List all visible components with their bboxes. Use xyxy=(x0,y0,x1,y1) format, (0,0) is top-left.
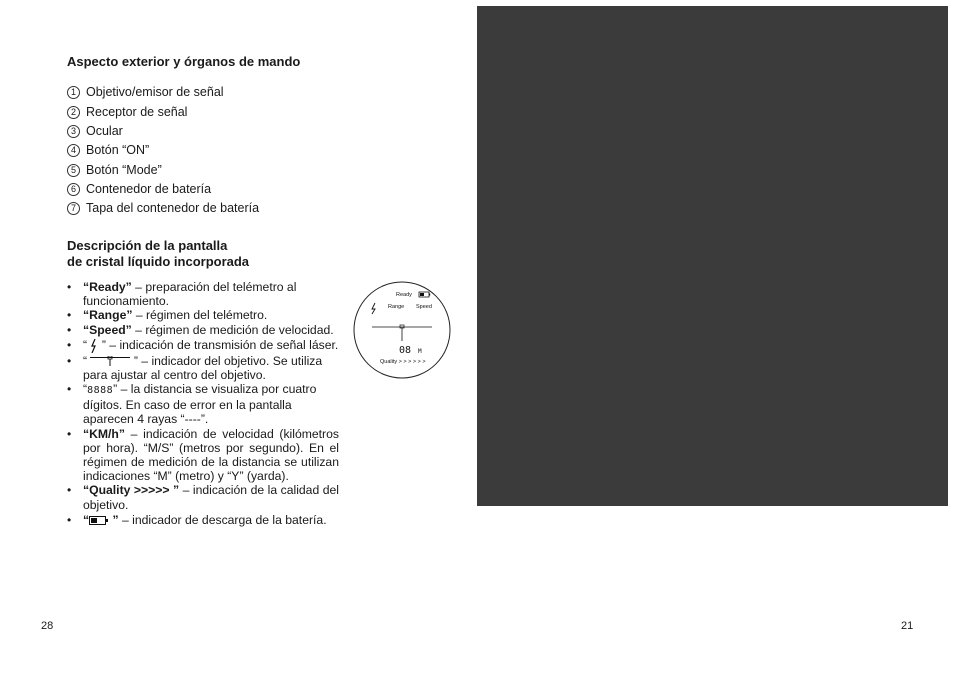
item-label: Receptor de señal xyxy=(86,105,188,119)
lcd-speed-label: Speed xyxy=(416,304,432,310)
lcd-range-label: Range xyxy=(388,304,405,310)
list-item xyxy=(67,162,162,178)
item-number: 7 xyxy=(67,202,80,215)
list-item: • “ ” – indicador de descarga de la batería. xyxy=(67,512,327,527)
heading-line: Descripción de la pantalla xyxy=(67,238,228,253)
list-item xyxy=(67,142,149,158)
dark-image-panel xyxy=(477,6,948,506)
item-number: 6 xyxy=(67,183,80,196)
quote-open: “ xyxy=(83,353,91,368)
term: “Ready” xyxy=(83,280,132,294)
description: – preparación del telémetro al funcionamiento. xyxy=(83,280,297,309)
page-number-left: 28 xyxy=(41,620,54,632)
quote-open: “ xyxy=(83,382,88,396)
description: – régimen del telémetro. xyxy=(132,308,268,323)
heading-line: de cristal líquido incorporada xyxy=(67,254,250,269)
battery-icon xyxy=(89,516,109,525)
lcd-display-diagram xyxy=(352,281,454,381)
lcd-battery-icon xyxy=(419,292,430,297)
page-number-right: 21 xyxy=(901,620,914,632)
item-number: 4 xyxy=(67,144,80,157)
description: ” – la distancia se visualiza por cuatro dígitos. En caso de error en la pantalla aparecen 4 rayas “----”. xyxy=(83,382,317,427)
list-item xyxy=(67,104,187,120)
list-item xyxy=(67,123,123,139)
description: – indicador de descarga de la batería. xyxy=(118,512,327,527)
list-item: • “Quality >>>>> ” – indicación de la calidad del objetivo. xyxy=(67,483,339,512)
item-label: Botón “Mode” xyxy=(86,163,162,177)
list-item xyxy=(67,200,259,216)
item-number: 3 xyxy=(67,125,80,138)
section-heading-display xyxy=(67,238,249,270)
item-label: Contenedor de batería xyxy=(86,182,212,196)
term: “Range” xyxy=(83,308,133,323)
description: – indicación de la calidad del objetivo. xyxy=(83,483,339,512)
list-item: • “Range” – régimen del telémetro. xyxy=(67,308,268,323)
lcd-distance-digits: 08 xyxy=(399,345,412,356)
description: – régimen de medición de velocidad. xyxy=(131,322,334,337)
section-heading-exterior: Aspecto exterior y órganos de mando xyxy=(67,54,301,69)
lcd-unit-label: M xyxy=(418,348,422,355)
list-item: • “ ” – indicación de transmisión de señal láser. xyxy=(67,337,339,352)
list-item: • “Speed” – régimen de medición de velocidad. xyxy=(67,322,334,337)
list-item xyxy=(67,181,211,197)
term: “Quality >>>>> ” xyxy=(83,483,180,498)
list-item: • “8888” – la distancia se visualiza por cuatro dígitos. En caso de error en la pantalla aparecen 4 rayas “----”. xyxy=(67,382,317,427)
list-item: • “ ” – indicador del objetivo. Se utiliza para ajustar al centro del objetivo. xyxy=(67,353,323,382)
term: “Speed” xyxy=(83,322,132,337)
term: “KM/h” xyxy=(83,426,125,441)
description: ” – indicación de transmisión de señal láser. xyxy=(98,337,339,352)
quote-open: “ xyxy=(83,512,90,527)
display-description-list xyxy=(67,280,339,527)
item-number: 1 xyxy=(67,86,80,99)
item-label: Objetivo/emisor de señal xyxy=(86,85,224,99)
list-item: • “KM/h” – indicación de velocidad (kilómetros por hora). “M/S” (metros por segundo). En el régimen de medición de la distancia se utilizan indicaciones “M” (metro) y “Y” (yarda). xyxy=(67,426,339,484)
quote-open: “ xyxy=(83,337,91,352)
lcd-ready-label: Ready xyxy=(396,292,412,298)
quote-close: ” xyxy=(109,512,119,527)
lcd-laser-icon xyxy=(372,303,375,314)
description: – indicación de velocidad (kilómetros por hora). “M/S” (metros por segundo). En el régimen de medición de la distancia se utilizan indicaciones “M” (metro) y “Y” (yarda). xyxy=(83,426,339,484)
target-crosshair-icon xyxy=(90,356,130,366)
item-label: Tapa del contenedor de batería xyxy=(86,201,260,215)
lcd-quality-label: Quality > > > > > > xyxy=(380,359,426,365)
item-number: 2 xyxy=(67,106,80,119)
item-label: Botón “ON” xyxy=(86,143,150,157)
description: ” – indicador del objetivo. Se utiliza para ajustar al centro del objetivo. xyxy=(83,353,323,382)
lcd-crosshair-icon xyxy=(372,325,432,341)
digits-glyph: 8888 xyxy=(87,385,114,396)
item-number: 5 xyxy=(67,164,80,177)
list-item: • “Ready” – preparación del telémetro al funcionamiento. xyxy=(67,280,297,309)
list-item xyxy=(67,84,224,100)
item-label: Ocular xyxy=(86,124,123,138)
